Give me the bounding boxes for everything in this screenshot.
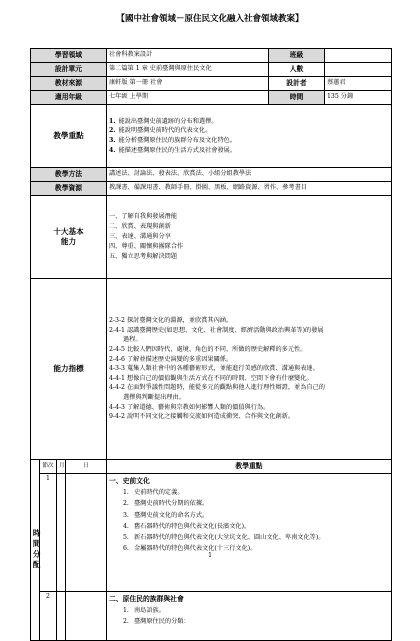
count-label: 人數 [269, 63, 325, 77]
session-month [57, 474, 66, 592]
session-item: 3. 臺灣史前文化的命名方式。 [123, 511, 209, 519]
abilities-label: 十大基本 能力 [31, 196, 107, 279]
session-item: 2. 臺灣原住民的分類： [123, 618, 190, 626]
period-header: 節次 [40, 460, 57, 474]
session-heading: 一、史前文化 [109, 477, 150, 485]
material-label: 教材來源 [31, 77, 107, 91]
time-label: 時間 [269, 91, 325, 105]
session-item: 6. 金屬器時代的特色與代表文化(十三行文化)。 [123, 545, 257, 553]
focus-item: 4. 能描述臺灣原住民的生活方式及社會發展。 [109, 146, 237, 154]
class-value [325, 49, 392, 63]
session-period: 2 [40, 592, 57, 641]
indicators-label: 能力指標 [31, 279, 107, 460]
grade-value: 七年級 上學期 [107, 91, 269, 105]
subject-label: 學習領域 [31, 49, 107, 63]
indicator-item-continued: 選擇與判斷提出理由。 [123, 394, 185, 402]
time-allocation-label: 時間分配 [31, 460, 40, 641]
material-value: 康軒版 第一冊 社會 [107, 77, 269, 91]
session-month [57, 592, 66, 641]
focus-item: 1. 能說出臺灣史前遺跡的分布和選擇。 [109, 117, 218, 125]
row-focus [31, 105, 392, 168]
count-value [325, 63, 392, 77]
row-unit [31, 63, 392, 77]
indicator-item: 2-4-1 認識臺灣歷史(如思想、文化、社會制度、經濟活動與政治興革等)的發展 [109, 326, 324, 334]
session-item: 4. 舊石器時代的特色與代表文化(長濱文化)。 [123, 522, 251, 530]
ability-item: 三、表達、溝通與分享 [109, 233, 171, 241]
indicator-item: 9-4-2 說明不同文化之接觸和交流如何造成衝突、合作與文化創新。 [109, 413, 295, 421]
indicators-list [107, 279, 392, 460]
row-resources [31, 182, 392, 196]
class-label: 班級 [269, 49, 325, 63]
session-item: 1. 史前時代的定義。 [123, 489, 184, 497]
grade-label: 適用年級 [31, 91, 107, 105]
session-row [31, 474, 392, 592]
month-header: 月 [57, 460, 66, 474]
designer-value: 蔡蕙君 [325, 77, 392, 91]
session-content [107, 592, 392, 641]
focus-item: 3. 能分析臺灣原住民的族群分布及文化特色。 [109, 137, 237, 144]
resources-value: 教課書、備課用書、教師手冊、掛圖、黑板、網路資源、習作、參考書目 [107, 182, 392, 196]
day-header: 日 [66, 460, 107, 474]
focus-item: 2. 能說明臺灣史前時代的代表文化。 [109, 127, 212, 135]
ability-item: 五、獨立思考與解決問題 [109, 252, 178, 260]
focus-list [107, 105, 392, 168]
row-abilities [31, 196, 392, 279]
row-plan-header [31, 460, 392, 474]
indicator-item: 4-4-3 了解道德、藝術與宗教如何影響人類的價值與行為。 [109, 403, 270, 411]
row-material [31, 77, 392, 91]
row-subject [31, 49, 392, 63]
ability-item: 二、欣賞、表現與創新 [109, 223, 171, 231]
methods-value: 講述法、討論法、發表法、欣賞法、小組分組教學法 [107, 168, 392, 182]
designer-label: 設計者 [269, 77, 325, 91]
methods-label: 教學方法 [31, 168, 107, 182]
indicator-item: 2-4-5 比較人們因時代、處境、角色的不同，所做的歷史解釋的多元性。 [109, 345, 307, 353]
abilities-list [107, 196, 392, 279]
indicator-item: 4-4-1 想像自己的價值觀與生活方式在不同的時間、空間下會有什麼變化。 [109, 374, 313, 382]
plan-focus-header: 教學重點 [107, 460, 392, 474]
session-content [107, 474, 392, 592]
session-heading: 二、原住民的族群與社會 [109, 595, 184, 603]
page-number: 1 [208, 552, 212, 559]
focus-label: 教學重點 [31, 105, 107, 168]
session-row [31, 592, 392, 641]
indicator-item: 4-4-2 在面對爭議性問題時，能從多元的觀點與他人進行理性辯證，並為自己的 [109, 384, 325, 392]
unit-value: 第二篇第 1 章 史前臺灣與原住民文化 [107, 63, 269, 77]
session-day [66, 592, 107, 641]
indicator-item-continued: 過程。 [123, 336, 142, 344]
row-methods [31, 168, 392, 182]
subject-value: 社會科教案設計 [107, 49, 269, 63]
resources-label: 教學資源 [31, 182, 107, 196]
indicator-item: 2-4-6 了解並描述歷史演變的多重因果關係。 [109, 355, 233, 363]
indicator-item: 2-3-2 探討臺灣文化的淵源，並欣賞其內涵。 [109, 317, 233, 325]
session-period: 1 [40, 474, 57, 592]
unit-label: 設計單元 [31, 63, 107, 77]
indicator-item: 4-3-3 蒐集人類社會中的各種藝術形式，並能進行美感的欣賞、溝通與表達。 [109, 365, 319, 373]
session-item: 2. 臺灣史前時代分期的依據。 [123, 500, 209, 508]
row-grade [31, 91, 392, 105]
session-item: 1. 南島語族。 [123, 607, 165, 615]
time-value: 135 分鐘 [325, 91, 392, 105]
page-title: 【國中社會領域－原住民文化融入社會領域教案】 [116, 14, 304, 24]
session-day [66, 474, 107, 592]
ability-item: 一、了解自我與發展潛能 [109, 213, 178, 221]
session-item: 5. 新石器時代的特色與代表文化(大坌坑文化、圓山文化、卑南文化等)。 [123, 533, 325, 541]
ability-item: 四、尊重、關懷與團隊合作 [109, 242, 184, 250]
row-indicators [31, 279, 392, 460]
